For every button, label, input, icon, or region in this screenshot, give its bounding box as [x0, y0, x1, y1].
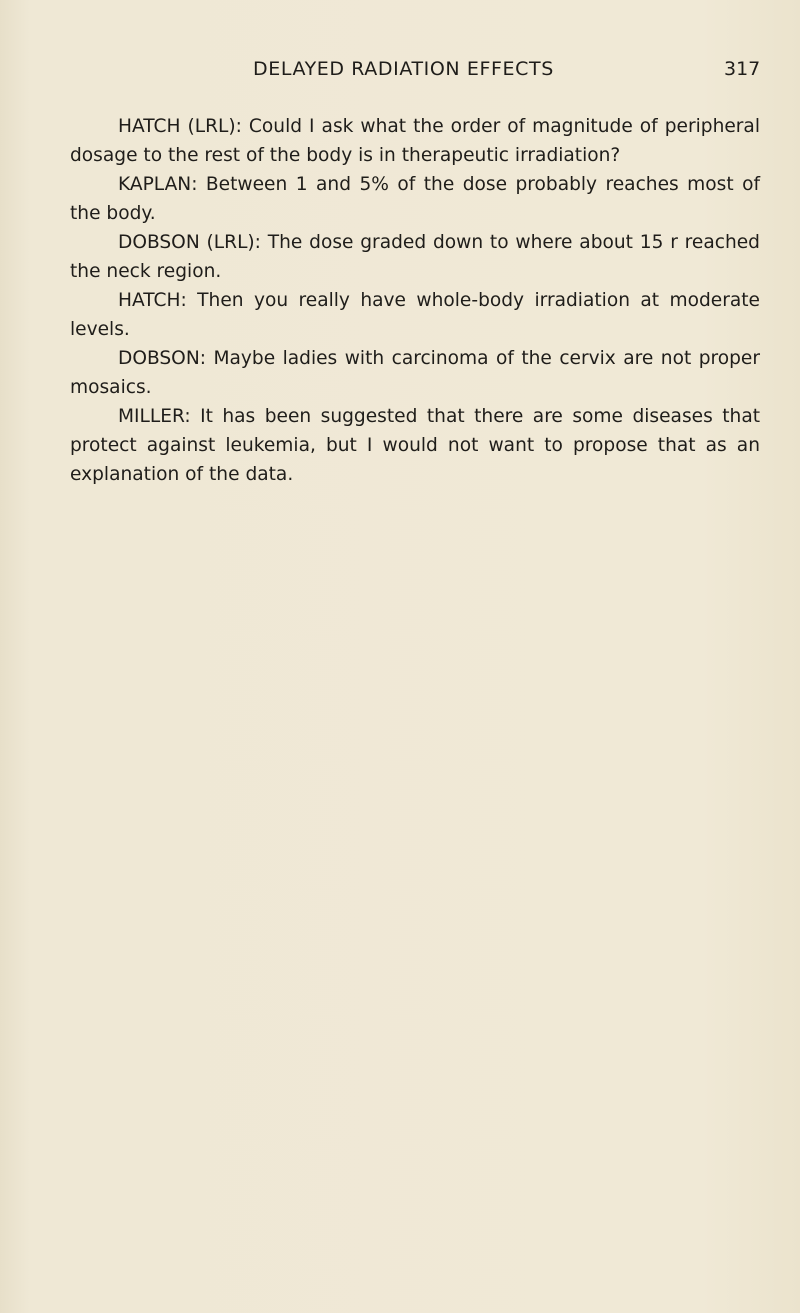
page-number: 317: [724, 58, 761, 80]
paragraph-hatch-whole-body: HATCH: Then you really have whole-body irradiation at moderate levels.: [70, 290, 760, 340]
running-head: [0, 58, 800, 88]
paragraph-dobson-mosaics: DOBSON: Maybe ladies with carcinoma of the cervix are not proper mosaics.: [70, 348, 760, 398]
paragraph-miller-leukemia: MILLER: It has been suggested that there are some diseases that protect against leukemia, but I would not want to propose that as an explanation of the data.: [70, 406, 760, 485]
paragraph-kaplan-answer: KAPLAN: Between 1 and 5% of the dose probably reaches most of the body.: [70, 174, 760, 224]
running-title: DELAYED RADIATION EFFECTS: [253, 58, 554, 80]
discussion-text: [70, 112, 760, 489]
paragraph-hatch-question: HATCH (LRL): Could I ask what the order of magnitude of peripheral dosage to the rest of the body is in therapeutic irradiation?: [70, 116, 760, 166]
paragraph-dobson-dose: DOBSON (LRL): The dose graded down to where about 15 r reached the neck region.: [70, 232, 760, 282]
